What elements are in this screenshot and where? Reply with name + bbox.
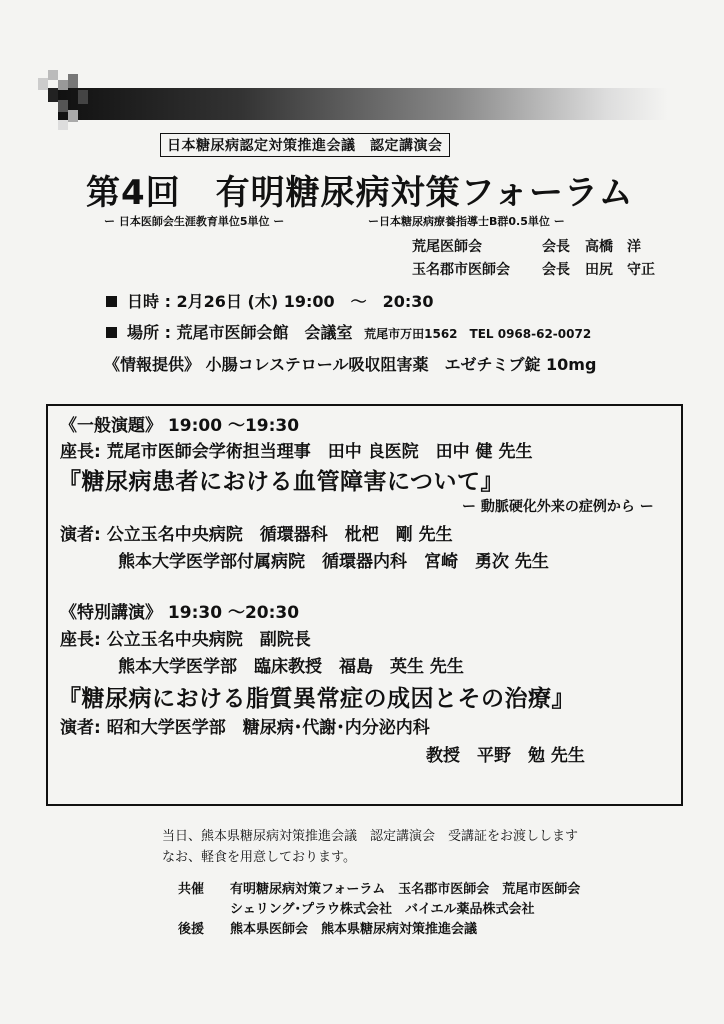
support-label: 後援: [178, 922, 205, 937]
credit-left: ー 日本医師会生涯教育単位5単位 ー: [104, 215, 285, 228]
page-title: 第4回 有明糖尿病対策フォーラム: [86, 173, 634, 213]
datetime-row: [106, 289, 434, 312]
organizer-org-2: 玉名郡市医師会: [412, 262, 510, 278]
organizer-name-2: 田尻 守正: [585, 262, 655, 278]
cohost-line-2: シェリング･プラウ株式会社 バイエル薬品株式会社: [230, 902, 535, 917]
special-lecture-title: 『糖尿病における脂質異常症の成因とその治療』: [58, 686, 575, 712]
header-pixel-decoration: [38, 70, 88, 140]
credit-right: ー日本糖尿病療養指導士B群0.5単位 ー: [368, 215, 565, 228]
special-lecture-chair-2: 熊本大学医学部 臨床教授 福島 英生 先生: [118, 657, 464, 677]
special-lecture-heading: 《特別講演》 19:30 ～20:30: [60, 603, 300, 623]
cohost-line-1: 有明糖尿病対策フォーラム 玉名郡市医師会 荒尾市医師会: [230, 882, 581, 897]
bullet-square-icon: [106, 327, 117, 338]
general-lecture-subtitle: ー 動脈硬化外来の症例から ー: [462, 499, 654, 515]
special-lecture-chair-1: 座長: 公立玉名中央病院 副院長: [60, 630, 311, 650]
bullet-square-icon: [106, 296, 117, 307]
header-gradient-bar: [58, 88, 668, 120]
venue-text: 場所 : 荒尾市医師会館 会議室: [127, 323, 353, 342]
general-lecture-title: 『糖尿病患者における血管障害について』: [58, 469, 505, 495]
venue-address: 荒尾市万田1562 TEL 0968-62-0072: [364, 327, 592, 341]
cohost-label: 共催: [178, 882, 205, 897]
organizer-org-1: 荒尾医師会: [412, 239, 482, 255]
special-lecture-speaker-2: 教授 平野 勉 先生: [426, 746, 585, 766]
organizer-name-1: 高橋 洋: [585, 239, 641, 255]
organizer-role-1: 会長: [542, 239, 570, 255]
datetime-text: 日時 : 2月26日 (木) 19:00 ～ 20:30: [127, 292, 434, 311]
support-line: 熊本県医師会 熊本県糖尿病対策推進会議: [230, 922, 478, 937]
general-lecture-speaker-2: 熊本大学医学部付属病院 循環器内科 宮崎 勇次 先生: [118, 552, 549, 572]
note-line-2: なお、軽食を用意しております。: [162, 850, 356, 865]
info-provision: 《情報提供》 小腸コレステロール吸収阻害薬 エゼチミブ錠 10mg: [104, 355, 597, 374]
organizer-role-2: 会長: [542, 262, 570, 278]
note-line-1: 当日、熊本県糖尿病対策推進会議 認定講演会 受講証をお渡しします: [162, 829, 579, 844]
general-lecture-chair: 座長: 荒尾市医師会学術担当理事 田中 良医院 田中 健 先生: [60, 442, 533, 462]
venue-row: [106, 320, 591, 343]
general-lecture-speaker-1: 演者: 公立玉名中央病院 循環器科 枇杷 剛 先生: [60, 525, 453, 545]
general-lecture-heading: 《一般演題》 19:00 ～19:30: [60, 416, 300, 436]
special-lecture-speaker-1: 演者: 昭和大学医学部 糖尿病･代謝･内分泌内科: [60, 718, 430, 738]
certification-label: 日本糖尿病認定対策推進会議 認定講演会: [160, 133, 450, 157]
